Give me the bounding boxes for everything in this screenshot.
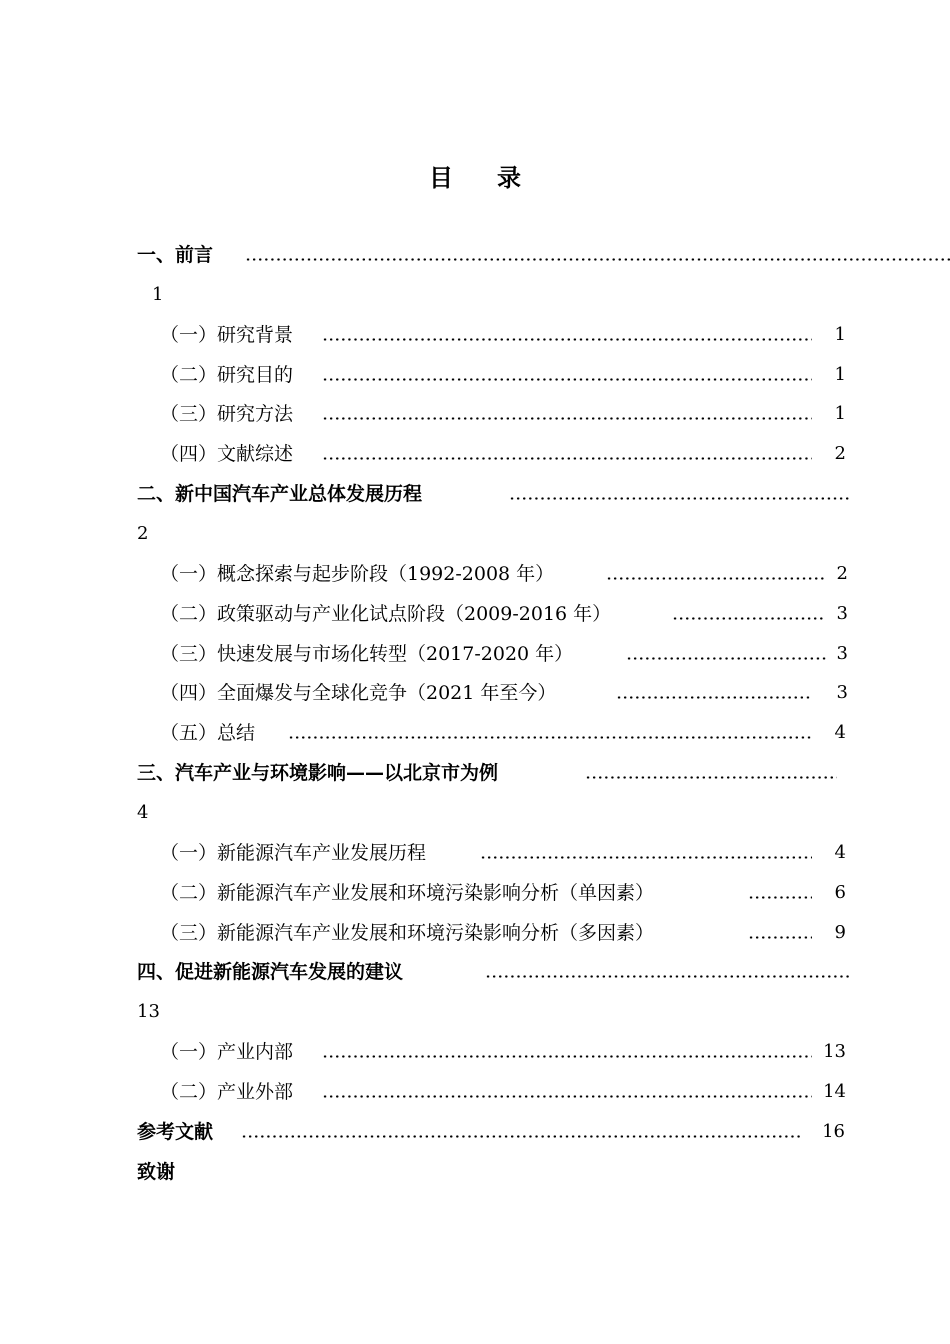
toc-entry-label: 三、汽车产业与环境影响——以北京市为例 (137, 762, 499, 784)
dot-leader (322, 378, 812, 381)
toc-entry-chapter-2[interactable] (137, 480, 849, 508)
title-char-2: 录 (497, 164, 521, 192)
toc-entry-label: （二）新能源汽车产业发展和环境污染影响分析（单因素） (160, 882, 655, 904)
toc-entry-label: （三）新能源汽车产业发展和环境污染影响分析（多因素） (160, 922, 655, 944)
toc-entry-section-1-3[interactable] (160, 400, 850, 428)
toc-entry-acknowledgements[interactable] (137, 1158, 849, 1186)
dot-leader (748, 896, 812, 899)
toc-entry-section-4-1[interactable] (160, 1038, 850, 1066)
toc-entry-label: （一）研究背景 (160, 324, 294, 346)
toc-entry-label: （二）政策驱动与产业化试点阶段（2009-2016 年） (160, 603, 612, 625)
dot-leader (322, 417, 812, 420)
dot-leader (245, 258, 950, 261)
title-char-1: 目 (429, 164, 453, 192)
toc-entry-page-number: 2 (836, 563, 848, 584)
toc-entry-label: （五）总结 (160, 722, 256, 744)
page-title (0, 158, 950, 193)
dot-leader (241, 1135, 803, 1138)
toc-entry-label: （四）全面爆发与全球化竞争（2021 年至今） (160, 682, 557, 704)
toc-entry-label: （二）产业外部 (160, 1081, 294, 1103)
dot-leader (322, 1095, 812, 1098)
dot-leader (485, 975, 849, 978)
dot-leader (322, 338, 812, 341)
toc-entry-page-number: 14 (823, 1081, 846, 1102)
dot-leader (585, 776, 837, 779)
toc-entry-section-2-3[interactable] (160, 640, 850, 668)
dot-leader (322, 457, 812, 460)
toc-entry-section-2-2[interactable] (160, 600, 850, 628)
toc-entry-label: （一）概念探索与起步阶段（1992-2008 年） (160, 563, 555, 585)
toc-entry-section-3-1[interactable] (160, 839, 850, 867)
toc-entry-page-number: 1 (152, 284, 164, 305)
toc-entry-section-1-4[interactable] (160, 440, 850, 468)
toc-entry-section-1-2[interactable] (160, 361, 850, 389)
toc-entry-section-2-1[interactable] (160, 560, 850, 588)
toc-entry-chapter-3[interactable] (137, 759, 849, 787)
toc-entry-page-number: 13 (823, 1041, 846, 1062)
toc-entry-page-number: 4 (834, 842, 846, 863)
dot-leader (672, 617, 826, 620)
toc-entry-chapter-4[interactable] (137, 958, 849, 986)
toc-entry-page-number: 9 (834, 922, 846, 943)
toc-entry-page-number: 4 (834, 722, 846, 743)
toc-entry-page-number: 2 (834, 443, 846, 464)
toc-entry-page-number: 3 (836, 643, 848, 664)
toc-entry-page-number: 4 (137, 802, 149, 823)
toc-entry-label: 参考文献 (137, 1121, 214, 1143)
toc-entry-references[interactable] (137, 1118, 849, 1146)
dot-leader (616, 696, 812, 699)
dot-leader (480, 856, 812, 859)
dot-leader (748, 936, 812, 939)
toc-entry-label: （二）研究目的 (160, 364, 294, 386)
toc-entry-page-number: 1 (834, 324, 846, 345)
toc-entry-label: （一）产业内部 (160, 1041, 294, 1063)
toc-entry-label: （一）新能源汽车产业发展历程 (160, 842, 427, 864)
toc-entry-page-number: 3 (836, 682, 848, 703)
toc-entry-label: 四、促进新能源汽车发展的建议 (137, 961, 404, 983)
toc-entry-page-number: 1 (834, 403, 846, 424)
toc-entry-label: （三）快速发展与市场化转型（2017-2020 年） (160, 643, 574, 665)
toc-entry-section-1-1[interactable] (160, 321, 850, 349)
toc-entry-section-2-5[interactable] (160, 719, 850, 747)
toc-entry-label: （四）文献综述 (160, 443, 294, 465)
toc-entry-page-number: 6 (834, 882, 846, 903)
toc-entry-label: （三）研究方法 (160, 403, 294, 425)
toc-entry-page-number: 1 (834, 364, 846, 385)
dot-leader (606, 577, 826, 580)
toc-entry-page-number: 13 (137, 1001, 160, 1022)
toc-entry-label: 一、前言 (137, 244, 214, 266)
toc-entry-section-3-3[interactable] (160, 919, 850, 947)
toc-entry-page-number: 16 (822, 1121, 845, 1142)
toc-entry-section-3-2[interactable] (160, 879, 850, 907)
toc-entry-section-4-2[interactable] (160, 1078, 850, 1106)
dot-leader (288, 736, 812, 739)
dot-leader (509, 497, 849, 500)
toc-entry-chapter-1[interactable] (137, 241, 849, 269)
toc-entry-page-number: 2 (137, 523, 149, 544)
dot-leader (626, 657, 826, 660)
toc-entry-section-2-4[interactable] (160, 679, 850, 707)
dot-leader (322, 1055, 812, 1058)
toc-entry-label: 二、新中国汽车产业总体发展历程 (137, 483, 423, 505)
toc-entry-label: 致谢 (137, 1161, 176, 1183)
toc-entry-page-number: 3 (836, 603, 848, 624)
